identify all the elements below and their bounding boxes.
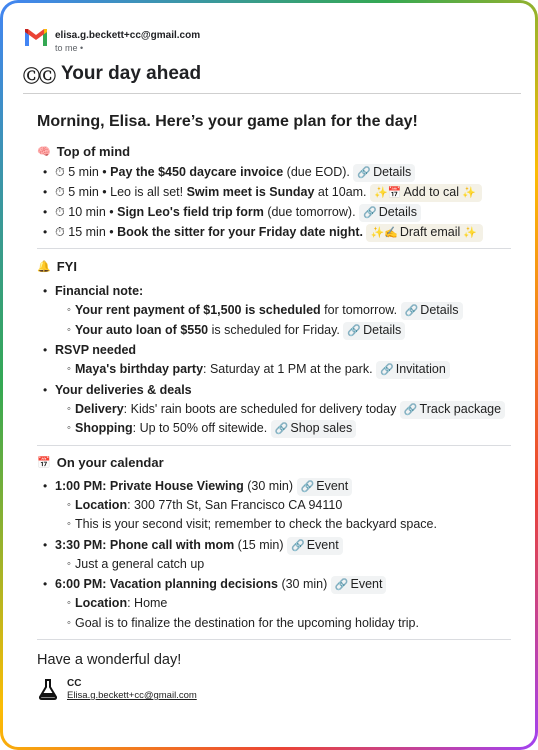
event-duration: (15 min): [234, 537, 284, 552]
event-title: 1:00 PM: Private House Viewing: [55, 478, 244, 493]
bell-icon: 🔔: [37, 260, 51, 273]
chip-label: Shop sales: [290, 421, 353, 435]
list-item: [67, 400, 521, 420]
list-item: [67, 555, 521, 575]
detail-text: Just a general catch up: [75, 556, 205, 571]
details-chip[interactable]: [353, 164, 415, 182]
greeting: Morning, Elisa. Here’s your game plan for the day!: [37, 113, 418, 130]
chip-label: Event: [350, 577, 383, 591]
shop-sales-chip[interactable]: [271, 420, 357, 438]
chip-label: Details: [373, 165, 412, 179]
sparkle-calendar-icon: ✨📅: [374, 187, 402, 199]
list-item: [43, 574, 521, 633]
timer-icon: ⏱: [55, 185, 65, 199]
calendar-list: [37, 476, 521, 634]
task-title: Sign Leo's field trip form: [117, 205, 264, 219]
task-time: 15 min: [68, 225, 106, 239]
rsvp-label: RSVP needed: [55, 343, 137, 357]
list-item: [67, 594, 521, 614]
closing-text: Have a wonderful day!: [37, 652, 182, 668]
list-item: • ⏱ 10 min • Sign Leo's field trip form (due tomorrow). 🔗 Details: [43, 202, 521, 222]
chip-label: Details: [378, 205, 417, 219]
event-title: 6:00 PM: Vacation planning decisions: [55, 577, 278, 591]
chip-label: Details: [420, 303, 459, 317]
detail-text: : 300 77th St, San Francisco CA 94110: [127, 497, 343, 512]
link-icon: 🔗: [347, 324, 362, 337]
timer-icon: ⏱: [55, 225, 65, 239]
title-row: [23, 57, 521, 91]
top-of-mind-heading: [37, 140, 521, 162]
task-title: Book the sitter for your Friday date night.: [117, 225, 363, 239]
flask-icon: [37, 678, 59, 700]
chip-label: Invitation: [395, 362, 446, 376]
sparkle-icon: ✨: [459, 187, 476, 199]
rent-tail: for tomorrow.: [320, 303, 398, 317]
list-item: [43, 476, 521, 535]
event-title: 3:30 PM: Phone call with mom: [55, 537, 235, 552]
link-icon: 🔗: [403, 403, 418, 416]
calendar-section: [37, 452, 521, 634]
list-item: • ⏱ 5 min • Pay the $450 daycare invoice (due EOD). 🔗 Details: [43, 162, 521, 182]
list-item: [67, 419, 521, 439]
task-tail: (due EOD).: [283, 165, 350, 179]
draft-email-chip[interactable]: [366, 224, 483, 242]
list-item: [43, 340, 521, 380]
list-item: [43, 535, 521, 575]
deliveries-sublist: [55, 400, 521, 439]
email-body: [23, 23, 521, 702]
event-details: [55, 594, 521, 633]
event-chip[interactable]: [287, 537, 343, 555]
shopping-tail: : Up to 50% off sitewide.: [132, 421, 268, 435]
gmail-icon: [25, 29, 47, 47]
section-divider: [37, 445, 511, 446]
detail-label: Location: [75, 596, 128, 610]
signature-name: CC: [67, 678, 82, 689]
timer-icon: ⏱: [55, 205, 65, 219]
fyi-section: [37, 255, 521, 439]
list-item: [67, 614, 521, 634]
list-item: [43, 281, 521, 340]
top-of-mind-title: Top of mind: [56, 143, 131, 159]
invitation-chip[interactable]: [376, 361, 450, 379]
task-time: 5 min: [68, 185, 99, 199]
page-title: Your day ahead: [61, 63, 202, 84]
section-divider: [37, 639, 511, 640]
rent-title: Your rent payment of $1,500 is scheduled: [75, 303, 321, 317]
details-chip[interactable]: [401, 302, 463, 320]
shopping-title: Shopping: [75, 421, 133, 435]
list-item: • ⏱ 5 min • Leo is all set! Swim meet is Sunday at 10am. ✨📅 Add to cal ✨: [43, 182, 521, 202]
detail-text: This is your second visit; remember to check the backyard space.: [75, 517, 437, 531]
event-details: [55, 555, 521, 575]
task-title: Pay the $450 daycare invoice: [110, 165, 284, 179]
rsvp-sublist: [55, 360, 521, 380]
link-icon: 🔗: [334, 579, 349, 591]
sender-address[interactable]: elisa.g.beckett+cc@gmail.com: [55, 30, 201, 41]
event-chip[interactable]: [331, 576, 387, 594]
auto-loan-title: Your auto loan of $550: [75, 322, 209, 337]
delivery-title: Delivery: [75, 401, 124, 416]
calendar-heading: [37, 452, 521, 474]
auto-loan-tail: is scheduled for Friday.: [208, 322, 340, 337]
task-time: 5 min: [68, 165, 99, 179]
detail-text: : Home: [127, 596, 168, 610]
sparkle-pen-icon: ✨✍: [370, 227, 398, 239]
top-of-mind-section: [37, 140, 521, 242]
link-icon: 🔗: [363, 207, 377, 219]
list-item: [67, 301, 521, 321]
cc-logo-icon: ⒸⒸ: [23, 66, 55, 86]
chip-label: Details: [363, 322, 402, 337]
fyi-heading: [37, 255, 521, 277]
event-duration: (30 min): [277, 577, 328, 591]
deliveries-label: Your deliveries & deals: [55, 382, 192, 397]
financial-note-label: Financial note:: [55, 284, 144, 298]
event-duration: (30 min): [243, 478, 294, 493]
delivery-tail: : Kids' rain boots are scheduled for delivery today: [123, 401, 397, 416]
chip-label: Event: [316, 478, 349, 493]
list-item: • ⏱ 15 min • Book the sitter for your Friday date night. ✨✍ Draft email ✨: [43, 222, 521, 242]
list-item: [67, 496, 521, 516]
link-icon: 🔗: [300, 480, 315, 493]
detail-text: Goal is to finalize the destination for the upcoming holiday trip.: [75, 615, 419, 630]
add-to-cal-chip[interactable]: [370, 184, 482, 202]
task-tail: at 10am.: [314, 185, 367, 199]
top-of-mind-list: [37, 162, 521, 242]
calendar-icon: 📅: [37, 457, 51, 469]
track-package-chip[interactable]: [400, 401, 505, 419]
task-title: Swim meet is Sunday: [186, 185, 315, 199]
fyi-list: [37, 281, 521, 439]
chip-label: Event: [306, 537, 339, 552]
recipient-label[interactable]: to me •: [55, 43, 84, 53]
chip-label: Add to cal: [403, 185, 460, 199]
brain-icon: 🧠: [37, 145, 51, 158]
signature: [37, 678, 521, 702]
chip-label: Track package: [419, 401, 502, 416]
sparkle-icon: ✨: [460, 227, 478, 239]
details-chip[interactable]: [343, 322, 405, 340]
timer-icon: ⏱: [55, 165, 65, 179]
link-icon: 🔗: [291, 539, 305, 552]
list-item: [67, 515, 521, 535]
section-divider: [37, 248, 511, 249]
task-lead: Leo is all set!: [110, 185, 187, 199]
fyi-title: FYI: [56, 258, 77, 274]
party-title: Maya's birthday party: [75, 362, 204, 376]
link-icon: 🔗: [357, 167, 372, 179]
list-item: [67, 360, 521, 380]
calendar-title: On your calendar: [56, 455, 164, 470]
event-chip[interactable]: [297, 478, 353, 496]
financial-sublist: [55, 301, 521, 340]
link-icon: 🔗: [274, 423, 289, 435]
email-header: [23, 23, 521, 57]
chip-label: Draft email: [399, 225, 461, 239]
task-tail: (due tomorrow).: [263, 205, 356, 219]
details-chip[interactable]: [359, 204, 421, 222]
link-icon: 🔗: [380, 364, 394, 376]
link-icon: 🔗: [404, 305, 419, 317]
event-details: [55, 496, 521, 535]
list-item: [43, 380, 521, 439]
task-time: 10 min: [68, 205, 106, 219]
party-tail: : Saturday at 1 PM at the park.: [203, 362, 373, 376]
title-divider: [23, 93, 521, 94]
list-item: [67, 321, 521, 341]
signature-email-link[interactable]: Elisa.g.beckett+cc@gmail.com: [67, 690, 197, 701]
detail-label: Location: [75, 497, 128, 512]
